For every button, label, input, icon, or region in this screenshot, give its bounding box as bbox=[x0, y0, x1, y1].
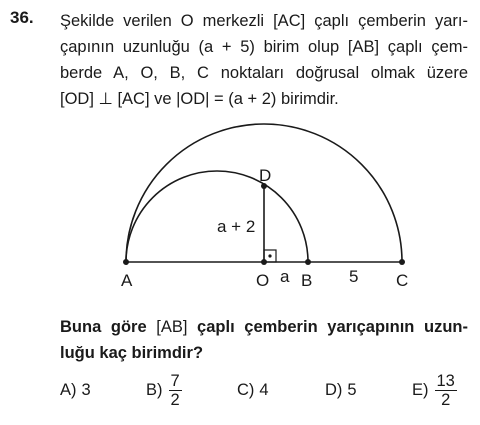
label-a: A bbox=[121, 271, 133, 290]
point-o-dot bbox=[261, 259, 267, 265]
option-e-numerator: 13 bbox=[436, 371, 455, 390]
option-a-value: 3 bbox=[81, 380, 91, 399]
option-c-letter: C) bbox=[237, 380, 255, 399]
label-c: C bbox=[396, 271, 409, 290]
question-number: 36. bbox=[10, 8, 34, 27]
label-bc: 5 bbox=[349, 267, 359, 286]
ask-bold-2: çaplı çemberin yarıçapının uzun- bbox=[187, 318, 468, 336]
option-e[interactable] bbox=[412, 368, 457, 412]
stem-line-1: Şekilde verilen O merkezli [AC] çaplı çemberin yarı- bbox=[60, 12, 468, 30]
option-b-numerator: 7 bbox=[170, 371, 180, 390]
option-e-fraction bbox=[435, 372, 457, 409]
ask-line-2: luğu kaç birimdir? bbox=[60, 344, 204, 362]
right-angle-dot bbox=[268, 254, 271, 257]
option-b-letter: B) bbox=[146, 380, 163, 399]
label-b: B bbox=[301, 271, 313, 290]
option-c-value: 4 bbox=[259, 380, 269, 399]
label-od: a + 2 bbox=[217, 217, 256, 236]
label-o: O bbox=[256, 271, 270, 290]
question-ask bbox=[60, 314, 468, 366]
point-b-dot bbox=[305, 259, 311, 265]
option-d-value: 5 bbox=[347, 380, 357, 399]
option-b-fraction bbox=[169, 372, 182, 409]
label-d: D bbox=[259, 166, 272, 185]
option-a-letter: A) bbox=[60, 380, 77, 399]
ask-normal-1: [AB] bbox=[156, 318, 188, 336]
ask-bold-1: Buna göre bbox=[60, 318, 157, 336]
stem-line-3: berde A, O, B, C noktaları doğrusal olmak üzere bbox=[60, 64, 468, 82]
option-d[interactable] bbox=[325, 368, 357, 412]
ask-line-1 bbox=[60, 314, 468, 340]
option-a[interactable] bbox=[60, 368, 91, 412]
label-ob: a bbox=[280, 267, 290, 286]
point-a-dot bbox=[123, 259, 129, 265]
option-d-letter: D) bbox=[325, 380, 343, 399]
point-c-dot bbox=[399, 259, 405, 265]
option-b[interactable] bbox=[146, 368, 182, 412]
option-c[interactable] bbox=[237, 368, 269, 412]
stem-line-4: [OD] ⊥ [AC] ve |OD| = (a + 2) birimdir. bbox=[60, 90, 339, 108]
option-e-denominator: 2 bbox=[441, 390, 451, 409]
stem-line-2: çapının uzunluğu (a + 5) birim olup [AB] çaplı çem- bbox=[60, 38, 468, 56]
option-b-denominator: 2 bbox=[170, 390, 180, 409]
option-e-letter: E) bbox=[412, 380, 429, 399]
